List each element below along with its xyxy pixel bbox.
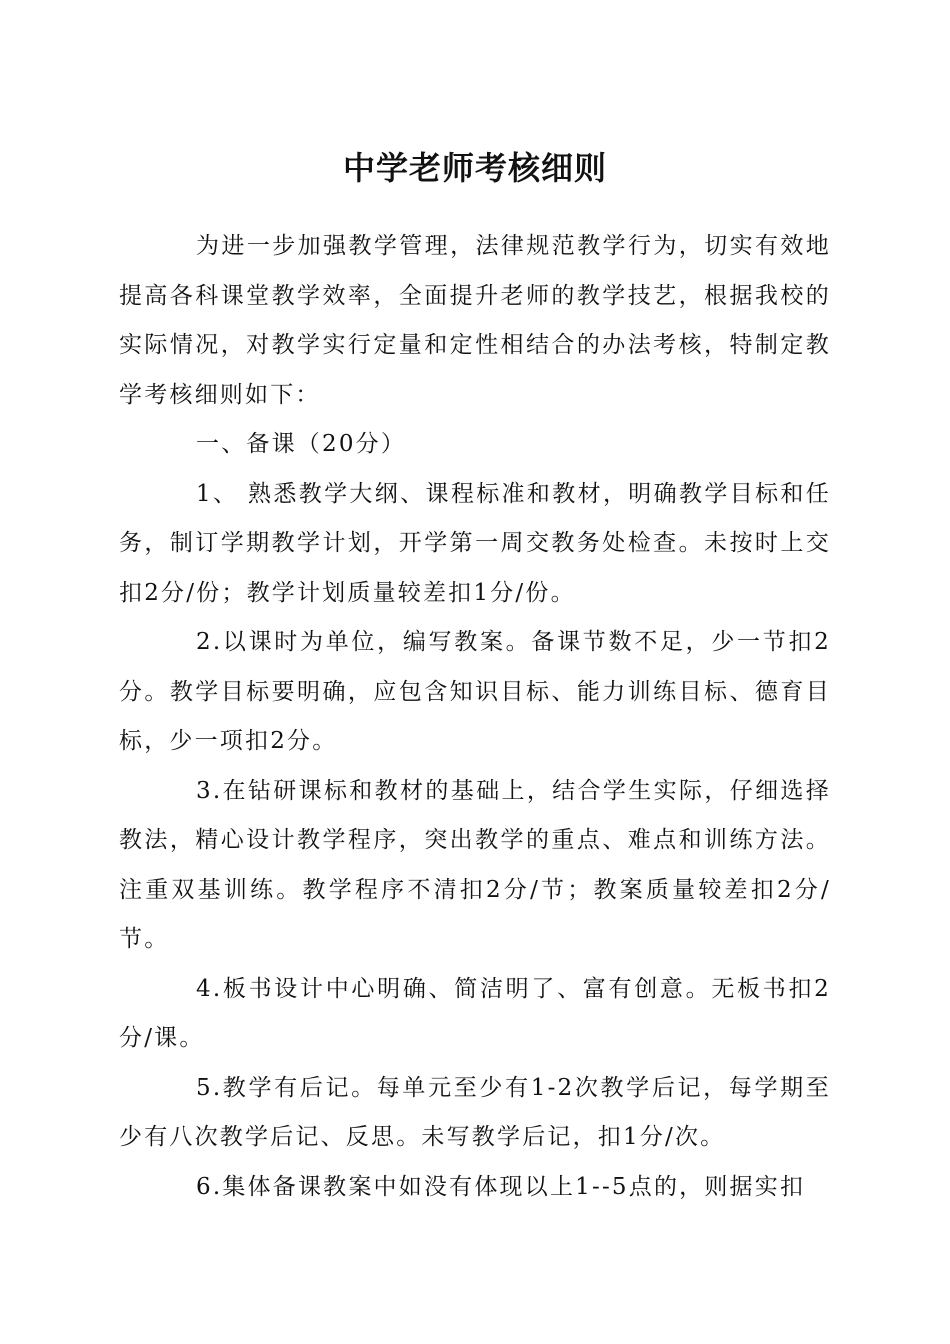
rule-item-5: 5.教学有后记。每单元至少有1-2次教学后记，每学期至少有八次教学后记、反思。未写教学后记，扣1分/次。 [119,1074,831,1150]
rule-item-2: 2.以课时为单位，编写教案。备课节数不足，少一节扣2分。教学目标要明确，应包含知识目标、能力训练目标、德育目标，少一项扣2分。 [119,629,831,754]
section-heading-lesson-prep: 一、备课（20分） [196,431,407,457]
intro-paragraph: 为进一步加强教学管理，法律规范教学行为，切实有效地提高各科课堂教学效率，全面提升老师的教学技艺，根据我校的实际情况，对教学实行定量和定性相结合的办法考核，特制定教学考核细则如下： [119,233,831,408]
rule-item-3: 3.在钻研课标和教材的基础上，结合学生实际，仔细选择教法，精心设计教学程序，突出教学的重点、难点和训练方法。注重双基训练。教学程序不清扣2分/节；教案质量较差扣2分/节。 [119,777,831,952]
rule-item-4: 4.板书设计中心明确、简洁明了、富有创意。无板书扣2分/课。 [119,975,831,1051]
rule-item-1: 1、 熟悉教学大纲、课程标准和教材，明确教学目标和任务，制订学期教学计划，开学第一周交教务处检查。未按时上交扣2分/份；教学计划质量较差扣1分/份。 [119,480,831,606]
document-title: 中学老师考核细则 [342,149,607,187]
document-body [119,222,831,1212]
rule-item-6: 6.集体备课教案中如没有体现以上1--5点的，则据实扣 [196,1173,806,1200]
